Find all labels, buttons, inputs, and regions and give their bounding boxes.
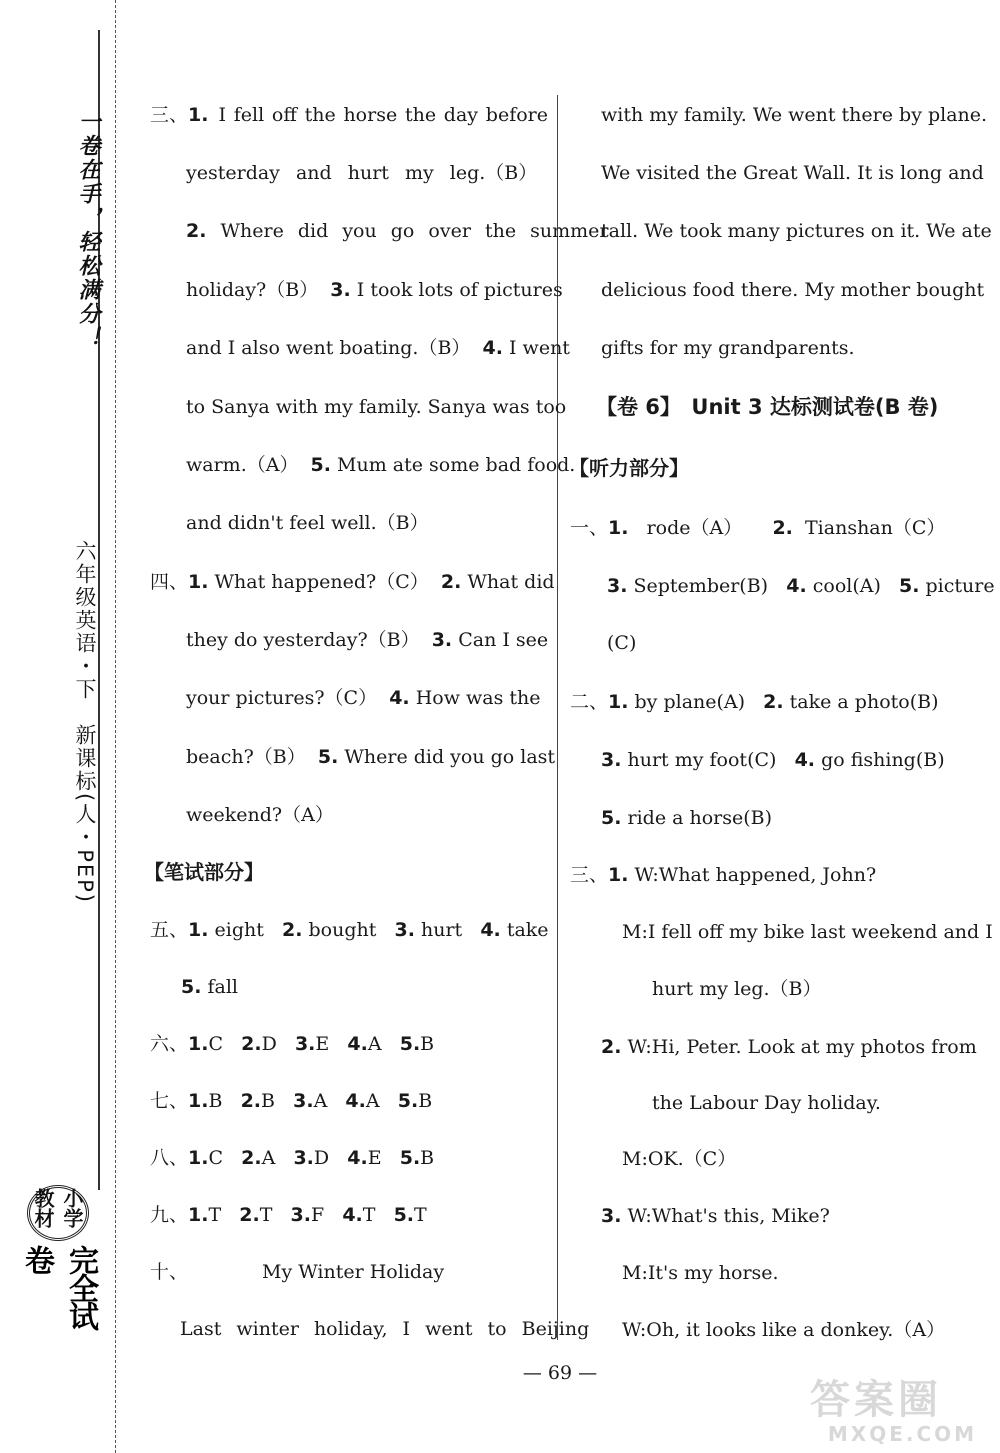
essay-line: gifts for my grandparents.: [601, 337, 855, 359]
dialogue-text: W:What happened, John?: [634, 864, 877, 886]
item-number: 1.: [608, 864, 629, 886]
item-number: 3.: [294, 1033, 316, 1055]
section-heading: 【笔试部分】: [144, 860, 264, 884]
answer-text: Can I see: [458, 629, 549, 651]
watermark-url: MXQE.COM: [827, 1422, 978, 1446]
item-number: 5.: [399, 1033, 421, 1055]
answer-text: beach?（B）: [186, 746, 306, 768]
item-number: 2.: [772, 517, 793, 539]
item-number: 2.: [440, 571, 462, 593]
item-number: 4.: [389, 687, 410, 709]
answer-text: I took lots of pictures: [356, 279, 563, 301]
answer-text: take: [506, 919, 549, 941]
page-number: — 69 —: [522, 1362, 598, 1384]
section-marker: 八、: [150, 1147, 189, 1169]
item-number: 4.: [347, 1033, 368, 1055]
answer-text: hurt my foot(C): [627, 749, 777, 771]
answer-line: (C): [607, 632, 637, 654]
item-number: 2.: [241, 1147, 262, 1169]
essay-title: My Winter Holiday: [262, 1261, 445, 1283]
item-number: 2.: [240, 1090, 262, 1112]
item-number: 1.: [188, 1033, 209, 1055]
item-number: 4.: [345, 1090, 366, 1112]
item-number: 2.: [282, 919, 303, 941]
site-watermark: [810, 1378, 995, 1450]
logo-wordmark: 完全试卷: [19, 1245, 98, 1329]
item-number: 3.: [394, 919, 415, 941]
answer-text: Where did you go last: [344, 746, 556, 768]
item-number: 4.: [482, 337, 503, 359]
answer-text: cool(A): [812, 575, 881, 597]
answer-text: by plane(A): [634, 691, 746, 713]
dialogue-line: M:I fell off my bike last weekend and I: [622, 921, 993, 943]
section-marker: 十、: [150, 1261, 189, 1283]
answer-text: Mum ate some bad food.: [337, 454, 576, 476]
answer-line: [150, 918, 549, 942]
dialogue-line: the Labour Day holiday.: [652, 1092, 881, 1114]
section-heading: 【听力部分】: [569, 456, 689, 480]
item-number: 4.: [342, 1204, 363, 1226]
answer-text: ride a horse(B): [627, 807, 773, 829]
publisher-logo: [19, 1185, 98, 1345]
item-number: 4.: [786, 575, 807, 597]
item-number: 5.: [397, 1090, 419, 1112]
answer-text: fall: [207, 976, 239, 998]
answer-text: B: [418, 1090, 433, 1112]
answer-text: A: [313, 1090, 328, 1112]
item-number: 1.: [608, 691, 629, 713]
answer-line: and didn't feel well.（B）: [186, 512, 429, 534]
dialogue-line: W:Oh, it looks like a donkey.（A）: [622, 1319, 946, 1341]
answer-text: T: [259, 1204, 273, 1226]
answer-text: A: [367, 1033, 382, 1055]
item-number: 5.: [399, 1147, 421, 1169]
section-marker: 六、: [150, 1033, 189, 1055]
item-number: 3.: [601, 749, 622, 771]
item-number: 1.: [188, 104, 209, 126]
answer-text: B: [208, 1090, 223, 1112]
answer-line: [570, 863, 876, 887]
item-number: 2.: [186, 220, 207, 242]
answer-text: holiday?（B）: [186, 279, 319, 301]
answer-line: [186, 336, 570, 360]
book-title-text: 六年级英语・下 新课标(人・PEP): [73, 540, 97, 904]
item-number: 4.: [347, 1147, 368, 1169]
item-number: 3.: [431, 629, 453, 651]
section-marker: 四、: [150, 571, 189, 593]
answer-line: [186, 745, 556, 769]
answer-line: [607, 574, 995, 598]
answer-line: [186, 453, 576, 477]
section-marker: 九、: [150, 1204, 189, 1226]
item-number: 5.: [181, 976, 202, 998]
section-marker: 五、: [150, 919, 189, 941]
item-number: 3.: [290, 1204, 311, 1226]
answer-line: [150, 1146, 434, 1170]
item-number: 1.: [188, 571, 209, 593]
item-number: 5.: [310, 454, 331, 476]
section-marker: 三、: [570, 864, 609, 886]
answer-text: A: [365, 1090, 380, 1112]
item-number: 1.: [188, 1147, 209, 1169]
answer-text: take a photo(B): [789, 691, 939, 713]
essay-line: delicious food there. My mother bought: [601, 279, 985, 301]
answer-text: C: [208, 1033, 224, 1055]
watermark-logo-text: 答案圈: [810, 1377, 942, 1423]
dialogue-line: hurt my leg.（B）: [652, 978, 822, 1000]
item-number: 4.: [794, 749, 816, 771]
answer-text: they do yesterday?（B）: [186, 629, 420, 651]
logo-emblem: 小学教材: [27, 1185, 89, 1241]
answer-line: yesterday and hurt my leg.（B）: [186, 162, 538, 184]
dialogue-line: M:OK.（C）: [622, 1148, 737, 1170]
answer-text: warm.（A）: [186, 454, 299, 476]
answer-text: T: [414, 1204, 427, 1226]
answer-text: B: [420, 1147, 435, 1169]
answer-text: What happened?（C）: [214, 571, 429, 593]
answer-text: and I also went boating.（B）: [186, 337, 471, 359]
answer-line: [150, 103, 548, 127]
answer-text: F: [311, 1204, 325, 1226]
answer-text: What did: [467, 571, 555, 593]
item-number: 3.: [607, 575, 628, 597]
slogan-text: 一卷在手，轻松满分！: [75, 110, 100, 350]
answer-text: B: [420, 1033, 435, 1055]
item-number: 3.: [601, 1205, 622, 1227]
answer-text: D: [313, 1147, 330, 1169]
answer-text: E: [315, 1033, 330, 1055]
dialogue-line: M:It's my horse.: [622, 1262, 779, 1284]
item-number: 5.: [393, 1204, 415, 1226]
answer-line: [601, 748, 945, 772]
essay-line: Last winter holiday, I went to Beijing: [180, 1318, 590, 1340]
answer-line: [186, 686, 548, 710]
answer-text: A: [261, 1147, 276, 1169]
item-number: 3.: [330, 279, 351, 301]
dialogue-text: W:What's this, Mike?: [627, 1205, 830, 1227]
item-number: 5.: [317, 746, 339, 768]
answer-line: to Sanya with my family. Sanya was too: [186, 396, 567, 418]
answer-text: D: [261, 1033, 277, 1055]
answer-line: [186, 219, 609, 243]
answer-line: [150, 1089, 432, 1113]
essay-line: We visited the Great Wall. It is long and: [601, 162, 984, 184]
answer-text: T: [362, 1204, 376, 1226]
item-number: 1.: [608, 517, 629, 539]
item-number: 5.: [899, 575, 920, 597]
answer-text: go fishing(B): [821, 749, 945, 771]
section-marker: 三、: [150, 104, 189, 126]
answer-text: eight: [214, 919, 264, 941]
item-number: 3.: [293, 1147, 314, 1169]
answer-text: B: [261, 1090, 275, 1112]
answer-text: C: [208, 1147, 224, 1169]
answer-text: picture: [925, 575, 995, 597]
answer-text: bought: [308, 919, 377, 941]
answer-text: Tianshan（C）: [805, 517, 946, 539]
answer-text: your pictures?（C）: [186, 687, 378, 709]
item-number: 3.: [293, 1090, 314, 1112]
answer-line: [570, 516, 945, 540]
answer-line: [186, 628, 548, 652]
answer-line: [181, 975, 238, 999]
answer-line: [601, 1035, 977, 1059]
essay-line: tall. We took many pictures on it. We ate: [601, 220, 992, 242]
answer-line: [601, 1204, 830, 1228]
item-number: 5.: [601, 807, 622, 829]
answer-line: weekend?（A）: [186, 804, 334, 826]
answer-text: rode（A）: [646, 517, 743, 539]
item-number: 2.: [601, 1036, 622, 1058]
answer-line: [150, 1203, 427, 1227]
item-number: 2.: [239, 1204, 260, 1226]
answer-text: T: [208, 1204, 222, 1226]
item-number: 2.: [241, 1033, 262, 1055]
section-marker: 七、: [150, 1090, 189, 1112]
item-number: 1.: [188, 1090, 209, 1112]
answer-line: [601, 806, 772, 830]
section-marker: 二、: [570, 691, 609, 713]
item-number: 4.: [480, 919, 501, 941]
answer-text: I fell off the horse the day before: [218, 104, 548, 126]
answer-text: I went: [509, 337, 570, 359]
item-number: 1.: [188, 1204, 209, 1226]
answer-text: E: [367, 1147, 382, 1169]
test-title: 【卷 6】 Unit 3 达标测试卷(B 卷): [596, 395, 939, 419]
answer-line: [186, 278, 563, 302]
answer-text: How was the: [415, 687, 541, 709]
margin-dashed-line: [115, 0, 116, 1453]
answer-text: September(B): [633, 575, 769, 597]
answer-text: hurt: [421, 919, 463, 941]
item-number: 2.: [763, 691, 784, 713]
answer-line: [150, 570, 555, 594]
answer-line: [570, 690, 939, 714]
section-marker: 一、: [570, 517, 609, 539]
answer-text: Where did you go over the summer: [220, 220, 609, 242]
dialogue-text: W:Hi, Peter. Look at my photos from: [627, 1036, 977, 1058]
item-number: 1.: [188, 919, 209, 941]
answer-line: [150, 1032, 434, 1056]
essay-line: with my family. We went there by plane.: [601, 104, 988, 126]
